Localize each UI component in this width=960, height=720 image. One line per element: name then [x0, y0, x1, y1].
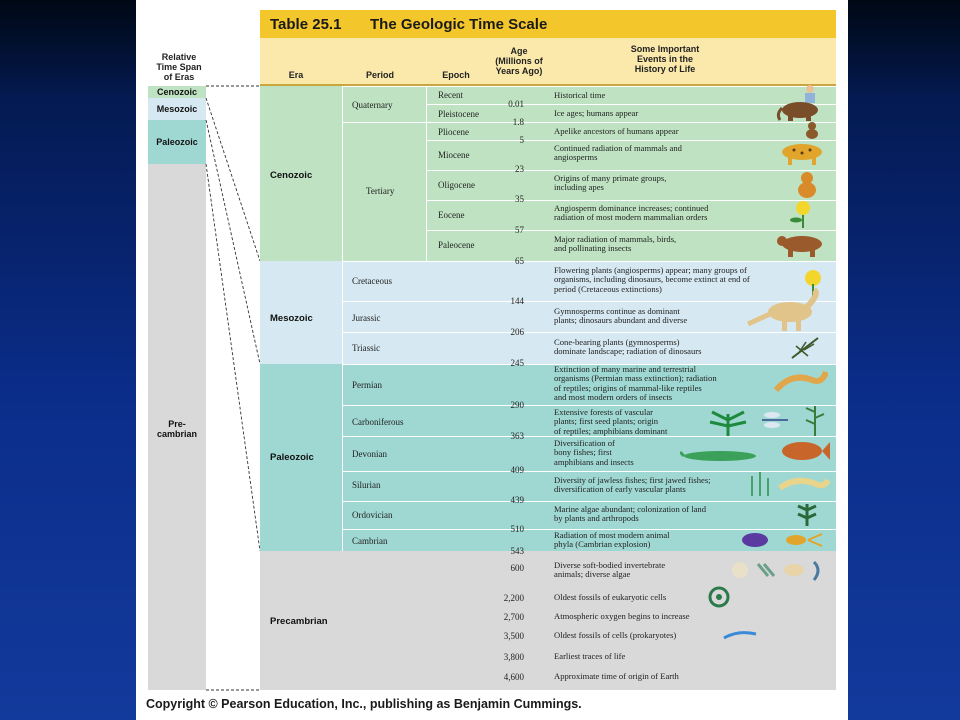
event-text: Gymnosperms continue as dominant plants; dinosaurs abundant and diverse: [554, 306, 688, 326]
age-label: 363: [510, 431, 524, 441]
event-text: Marine algae abundant; colonization of land by plants and arthropods: [554, 504, 707, 524]
period-tertiary: Tertiary: [366, 186, 395, 196]
age-label: 144: [510, 296, 524, 306]
fern-icon: [706, 406, 750, 438]
age-label: 409: [510, 465, 524, 475]
period-jurassic: Jurassic: [352, 313, 381, 323]
event-text: Origins of many primate groups, including apes: [554, 173, 667, 193]
dinosaur-icon: [744, 286, 830, 332]
epoch-oligocene: Oligocene: [438, 180, 475, 190]
age-label: 245: [510, 358, 524, 368]
age-label: 35: [515, 194, 524, 204]
event-text: Continued radiation of mammals and angiosperms: [554, 143, 682, 163]
header-era: Era: [288, 70, 304, 80]
conifer-icon: [788, 334, 824, 362]
table-number: Table 25.1: [270, 16, 342, 33]
early-plant-icon: [746, 470, 774, 498]
precambrian-age: 3,800: [503, 652, 524, 662]
trilobite-icon: [740, 530, 770, 550]
precambrian-event: Atmospheric oxygen begins to increase: [554, 611, 690, 621]
header-events: Some Important Events in the History of Life: [630, 44, 700, 74]
event-text: Radiation of most modern animal phyla (Cambrian explosion): [554, 530, 670, 550]
precambrian-age: 2,700: [503, 612, 524, 622]
header-epoch: Epoch: [442, 70, 470, 80]
precambrian-event: Diverse soft-bodied invertebrate animals; diverse algae: [554, 560, 666, 580]
amphibian-icon: [680, 446, 764, 466]
age-label: 543: [510, 546, 524, 556]
age-label: 23: [515, 164, 524, 174]
epoch-eocene: Eocene: [438, 210, 465, 220]
period-carboniferous: Carboniferous: [352, 417, 404, 427]
era-mesozoic: Mesozoic: [270, 313, 313, 324]
era-cenozoic: Cenozoic: [270, 170, 313, 181]
jawless-fish-icon: [776, 472, 830, 496]
table-header: [260, 38, 836, 86]
epoch-pliocene: Pliocene: [438, 127, 469, 137]
period-cretaceous: Cretaceous: [352, 276, 392, 286]
age-label: 510: [510, 524, 524, 534]
ape-icon: [802, 121, 822, 139]
event-text: Apelike ancestors of humans appear: [554, 126, 679, 136]
precambrian-event: Approximate time of origin of Earth: [554, 671, 679, 681]
period-quaternary: Quaternary: [352, 100, 393, 110]
event-text: Diversity of jawless fishes; first jawed fishes; diversification of early vascular plants: [554, 475, 711, 495]
precambrian-event: Earliest traces of life: [554, 651, 626, 661]
period-silurian: Silurian: [352, 480, 381, 490]
epoch-miocene: Miocene: [438, 150, 470, 160]
event-text: Flowering plants (angiosperms) appear; many groups of organisms, including dinosaurs, become extinct at end of period (Cretaceous extinctions): [554, 265, 750, 294]
monkey-icon: [790, 170, 824, 200]
event-text: Diversification of bony fishes; first amphibians and insects: [554, 438, 634, 467]
epoch-paleocene: Paleocene: [438, 240, 475, 250]
age-label: 290: [510, 400, 524, 410]
precambrian-age: 3,500: [503, 631, 524, 641]
period-ordovician: Ordovician: [352, 510, 393, 520]
algae-icon: [792, 500, 822, 528]
header-age: Age (Millions of Years Ago): [495, 46, 543, 76]
precambrian-age: 600: [510, 563, 524, 573]
fish-icon: [776, 438, 830, 464]
prokaryote-icon: [722, 628, 758, 642]
period-triassic: Triassic: [352, 343, 381, 353]
table-title: The Geologic Time Scale: [370, 16, 548, 33]
relative-era-cenozoic: Cenozoic: [148, 86, 206, 98]
precambrian-age: 4,600: [503, 672, 524, 682]
dragonfly-icon: [758, 410, 792, 430]
event-text: Historical time: [554, 90, 606, 100]
precambrian-event: Oldest fossils of eukaryotic cells: [554, 592, 667, 602]
vascular-plant-icon: [802, 404, 828, 438]
mammal-icon: [774, 232, 830, 258]
age-label: 206: [510, 327, 524, 337]
event-text: Major radiation of mammals, birds, and pollinating insects: [554, 234, 677, 254]
event-text: Extensive forests of vascular plants; first seed plants; origin of reptiles; amphibians dominant: [554, 407, 668, 436]
header-period: Period: [365, 70, 394, 80]
slide: [136, 0, 848, 720]
event-text: Angiosperm dominance increases; continued radiation of most modern mammalian orders: [554, 203, 709, 223]
age-label: 5: [519, 135, 524, 145]
period-permian: Permian: [352, 380, 382, 390]
age-label: 439: [510, 495, 524, 505]
cambrian-animal-icon: [780, 530, 824, 550]
leopard-icon: [776, 140, 830, 166]
precambrian-event: Oldest fossils of cells (prokaryotes): [554, 630, 677, 640]
soft-bodied-invertebrate-icon: [728, 558, 824, 584]
flower-icon: [788, 198, 818, 230]
epoch-recent: Recent: [438, 90, 463, 100]
age-label: 57: [515, 225, 524, 235]
copyright-notice: Copyright © Pearson Education, Inc., publishing as Benjamin Cummings.: [146, 697, 582, 711]
event-text: Extinction of many marine and terrestrial organisms (Permian mass extinction); radiation of reptiles; origins of mammal-like reptiles and most modern orders of insects: [554, 364, 717, 403]
relative-era-paleozoic: Paleozoic: [148, 120, 206, 164]
eukaryotic-cell-icon: [706, 586, 732, 608]
mammoth-icon: [772, 100, 822, 122]
event-text: Ice ages; humans appear: [554, 108, 639, 118]
era-precambrian: Precambrian: [270, 616, 328, 627]
table-title-bar: [260, 10, 836, 38]
event-text: Cone-bearing plants (gymnosperms) dominate landscape; radiation of dinosaurs: [554, 337, 702, 357]
relative-time-span-title: Relative Time Span of Eras: [156, 52, 202, 82]
relative-era-mesozoic: Mesozoic: [148, 98, 206, 120]
reptile-icon: [772, 366, 828, 396]
relative-era-precambrian: Pre- cambrian: [148, 164, 206, 690]
age-label: 0.01: [508, 99, 524, 109]
period-cambrian: Cambrian: [352, 536, 388, 546]
era-paleozoic: Paleozoic: [270, 452, 314, 463]
precambrian-age: 2,200: [503, 593, 524, 603]
epoch-pleistocene: Pleistocene: [438, 109, 479, 119]
age-label: 1.8: [512, 117, 524, 127]
age-label: 65: [515, 256, 524, 266]
period-devonian: Devonian: [352, 449, 387, 459]
